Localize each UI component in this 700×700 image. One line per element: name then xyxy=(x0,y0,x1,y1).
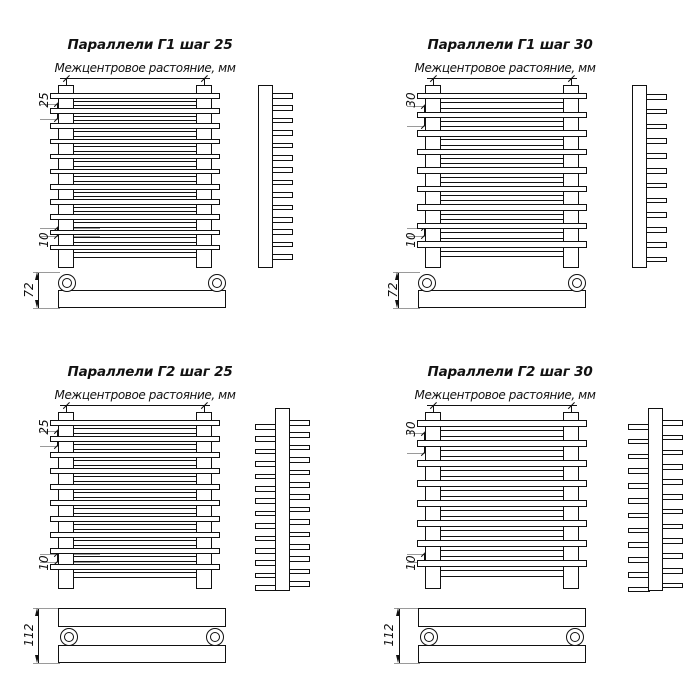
side-tube-stub-left xyxy=(255,573,277,579)
tube-bar-front xyxy=(50,230,220,236)
side-collector xyxy=(258,85,273,268)
side-tube-stub-right xyxy=(645,183,667,189)
tube-bar-rear xyxy=(425,195,579,201)
tube-bar-rear xyxy=(425,430,579,437)
tube-bar-front xyxy=(50,154,220,160)
pipe-bore-circle xyxy=(64,632,74,642)
tube-bar-front xyxy=(50,452,220,458)
side-tube-stub-left xyxy=(255,461,277,467)
side-tube-stub-left xyxy=(255,498,277,504)
bottom-view-body-rear xyxy=(418,645,586,663)
side-tube-stub-right xyxy=(645,153,667,159)
drawing-title: Параллели Г1 шаг 30 xyxy=(427,37,593,53)
drawing-title: Параллели Г2 шаг 30 xyxy=(427,364,593,380)
side-tube-stub-right xyxy=(661,435,683,441)
tube-gap-dimension-value: 10 xyxy=(37,232,51,248)
tube-bar-front xyxy=(50,436,220,442)
tube-bar-front xyxy=(417,540,587,547)
tube-bar-front xyxy=(50,214,220,220)
side-tube-stub-right xyxy=(271,143,293,149)
tube-bar-rear xyxy=(58,146,212,152)
tube-bar-front xyxy=(417,520,587,527)
side-tube-stub-right xyxy=(661,464,683,470)
pipe-bore-circle xyxy=(422,278,432,288)
side-tube-stub-right xyxy=(661,479,683,485)
side-tube-stub-right xyxy=(645,227,667,233)
depth-dimension-value: 112 xyxy=(382,623,396,647)
side-tube-stub-right xyxy=(661,494,683,500)
tube-bar-rear xyxy=(425,158,579,164)
step-dimension-value: 25 xyxy=(37,92,51,108)
tube-bar-front xyxy=(50,484,220,490)
side-tube-stub-right xyxy=(661,538,683,544)
tube-bar-rear xyxy=(425,214,579,220)
side-tube-stub-left xyxy=(255,486,277,492)
tube-bar-rear xyxy=(58,524,212,530)
side-tube-stub-right xyxy=(271,167,293,173)
side-tube-stub-right xyxy=(288,519,310,525)
tube-bar-rear xyxy=(58,207,212,213)
side-tube-stub-right xyxy=(661,553,683,559)
side-tube-stub-left xyxy=(255,424,277,430)
side-tube-stub-right xyxy=(288,507,310,513)
tube-bar-rear xyxy=(58,252,212,258)
tube-bar-rear xyxy=(58,222,212,228)
tube-bar-front xyxy=(417,440,587,447)
tube-bar-front xyxy=(50,123,220,129)
side-tube-stub-left xyxy=(255,523,277,529)
side-tube-stub-left xyxy=(255,585,277,591)
pipe-bore-circle xyxy=(62,278,72,288)
side-tube-stub-left xyxy=(628,498,650,504)
side-tube-stub-right xyxy=(288,432,310,438)
side-tube-stub-left xyxy=(255,511,277,517)
tube-bar-front xyxy=(50,468,220,474)
tube-bar-front xyxy=(50,108,220,114)
bottom-view-body xyxy=(58,290,226,308)
tube-bar-front xyxy=(417,480,587,487)
drawing-title: Параллели Г1 шаг 25 xyxy=(67,37,233,53)
side-tube-stub-right xyxy=(288,457,310,463)
center-distance-label: Межцентровое растояние, мм xyxy=(54,388,236,402)
side-tube-stub-left xyxy=(628,557,650,563)
side-tube-stub-left xyxy=(628,468,650,474)
tube-bar-rear xyxy=(58,428,212,434)
side-tube-stub-right xyxy=(271,242,293,248)
tube-bar-rear xyxy=(425,490,579,497)
side-collector xyxy=(632,85,647,268)
side-tube-stub-left xyxy=(628,528,650,534)
side-tube-stub-right xyxy=(661,568,683,574)
side-tube-stub-right xyxy=(288,544,310,550)
tube-bar-rear xyxy=(58,476,212,482)
step-dimension-value: 30 xyxy=(404,421,418,437)
tube-bar-front xyxy=(417,420,587,427)
side-tube-stub-right xyxy=(645,94,667,100)
tube-bar-rear xyxy=(425,251,579,257)
tube-bar-front xyxy=(50,245,220,251)
tube-bar-rear xyxy=(425,530,579,537)
side-collector xyxy=(275,408,290,591)
tube-bar-rear xyxy=(58,460,212,466)
side-tube-stub-left xyxy=(628,587,650,593)
side-tube-stub-right xyxy=(271,155,293,161)
side-tube-stub-right xyxy=(645,198,667,204)
side-tube-stub-right xyxy=(645,124,667,130)
side-collector xyxy=(648,408,663,591)
side-tube-stub-right xyxy=(645,242,667,248)
side-tube-stub-left xyxy=(255,436,277,442)
side-tube-stub-right xyxy=(645,168,667,174)
side-tube-stub-right xyxy=(288,445,310,451)
tube-bar-front xyxy=(417,112,587,118)
side-tube-stub-right xyxy=(271,118,293,124)
side-tube-stub-left xyxy=(628,483,650,489)
tube-bar-front xyxy=(417,223,587,229)
tube-bar-front xyxy=(50,184,220,190)
step-dimension-value: 30 xyxy=(404,92,418,108)
tube-bar-front xyxy=(50,199,220,205)
tube-bar-rear xyxy=(58,131,212,137)
side-tube-stub-right xyxy=(288,420,310,426)
side-tube-stub-right xyxy=(288,581,310,587)
side-tube-stub-right xyxy=(288,532,310,538)
drawing-title: Параллели Г2 шаг 25 xyxy=(67,364,233,380)
tube-bar-front xyxy=(50,500,220,506)
tube-bar-front xyxy=(50,420,220,426)
side-tube-stub-right xyxy=(271,93,293,99)
tube-bar-rear xyxy=(425,550,579,557)
width-dim-line xyxy=(427,405,577,406)
side-tube-stub-left xyxy=(255,548,277,554)
side-tube-stub-right xyxy=(271,229,293,235)
tube-bar-rear xyxy=(58,444,212,450)
side-tube-stub-right xyxy=(288,494,310,500)
side-tube-stub-left xyxy=(255,560,277,566)
tube-bar-rear xyxy=(425,102,579,108)
tube-bar-front xyxy=(50,139,220,145)
tube-bar-front xyxy=(50,93,220,99)
tube-bar-rear xyxy=(58,508,212,514)
bottom-view-body-front xyxy=(58,608,226,627)
side-tube-stub-right xyxy=(288,556,310,562)
tube-bar-rear xyxy=(58,540,212,546)
side-tube-stub-left xyxy=(628,439,650,445)
side-tube-stub-right xyxy=(645,212,667,218)
tube-bar-front xyxy=(417,167,587,173)
side-tube-stub-right xyxy=(661,583,683,589)
tube-bar-rear xyxy=(425,177,579,183)
undefined xyxy=(394,663,420,664)
side-tube-stub-right xyxy=(661,524,683,530)
tube-bar-front xyxy=(50,169,220,175)
pipe-bore-circle xyxy=(572,278,582,288)
tube-bar-front xyxy=(50,532,220,538)
center-distance-label: Межцентровое растояние, мм xyxy=(414,388,596,402)
tube-bar-rear xyxy=(58,161,212,167)
side-tube-stub-right xyxy=(271,254,293,260)
pipe-bore-circle xyxy=(212,278,222,288)
tube-bar-front xyxy=(50,516,220,522)
depth-dimension-value: 112 xyxy=(22,623,36,647)
tube-bar-front xyxy=(417,560,587,567)
side-tube-stub-right xyxy=(271,180,293,186)
tube-bar-front xyxy=(417,186,587,192)
side-tube-stub-left xyxy=(628,513,650,519)
tube-bar-front xyxy=(417,500,587,507)
tube-bar-rear xyxy=(58,192,212,198)
depth-dimension-value: 72 xyxy=(22,282,36,298)
tube-bar-front xyxy=(417,149,587,155)
tube-bar-front xyxy=(417,241,587,247)
tube-bar-rear xyxy=(425,139,579,145)
side-tube-stub-right xyxy=(288,569,310,575)
tube-bar-rear xyxy=(58,492,212,498)
side-tube-stub-right xyxy=(271,130,293,136)
step-dimension-value: 25 xyxy=(37,419,51,435)
tube-bar-rear xyxy=(425,121,579,127)
tube-bar-rear xyxy=(58,556,212,562)
bottom-view-body xyxy=(418,290,586,308)
center-distance-label: Межцентровое растояние, мм xyxy=(414,61,596,75)
width-dim-ext-left xyxy=(433,405,434,412)
side-tube-stub-right xyxy=(661,420,683,426)
side-tube-stub-right xyxy=(645,138,667,144)
side-tube-stub-right xyxy=(271,105,293,111)
side-tube-stub-right xyxy=(645,109,667,115)
bottom-view-body-rear xyxy=(58,645,226,663)
side-tube-stub-left xyxy=(628,542,650,548)
side-tube-stub-right xyxy=(288,470,310,476)
side-tube-stub-right xyxy=(271,192,293,198)
side-tube-stub-left xyxy=(628,424,650,430)
tube-bar-rear xyxy=(425,450,579,457)
side-tube-stub-left xyxy=(628,572,650,578)
tube-bar-front xyxy=(50,548,220,554)
pipe-bore-circle xyxy=(570,632,580,642)
tube-bar-rear xyxy=(425,470,579,477)
tube-bar-rear xyxy=(425,570,579,577)
bottom-view-body-front xyxy=(418,608,586,627)
tube-bar-rear xyxy=(58,572,212,578)
tube-gap-dimension-value: 10 xyxy=(404,555,418,571)
dim-arrow xyxy=(396,608,400,616)
side-tube-stub-left xyxy=(255,536,277,542)
side-tube-stub-left xyxy=(255,449,277,455)
tube-bar-front xyxy=(417,204,587,210)
width-dim-ext-right xyxy=(571,405,572,412)
tube-gap-dimension-value: 10 xyxy=(37,555,51,571)
tube-bar-rear xyxy=(58,116,212,122)
pipe-bore-circle xyxy=(424,632,434,642)
tube-bar-front xyxy=(417,460,587,467)
side-tube-stub-right xyxy=(645,257,667,263)
tube-bar-rear xyxy=(425,510,579,517)
tube-bar-rear xyxy=(58,101,212,107)
tube-bar-rear xyxy=(58,176,212,182)
side-tube-stub-right xyxy=(661,450,683,456)
side-tube-stub-right xyxy=(271,205,293,211)
side-tube-stub-right xyxy=(271,217,293,223)
center-distance-label: Межцентровое растояние, мм xyxy=(54,61,236,75)
tube-bar-rear xyxy=(425,232,579,238)
side-tube-stub-right xyxy=(288,482,310,488)
tube-bar-rear xyxy=(58,237,212,243)
side-tube-stub-right xyxy=(661,509,683,515)
side-tube-stub-left xyxy=(628,454,650,460)
depth-dimension-value: 72 xyxy=(386,282,400,298)
pipe-bore-circle xyxy=(210,632,220,642)
tube-bar-front xyxy=(417,130,587,136)
tube-bar-front xyxy=(417,93,587,99)
tube-gap-dimension-value: 10 xyxy=(404,232,418,248)
tube-bar-front xyxy=(50,564,220,570)
side-tube-stub-left xyxy=(255,474,277,480)
dim-arrow xyxy=(396,655,400,663)
